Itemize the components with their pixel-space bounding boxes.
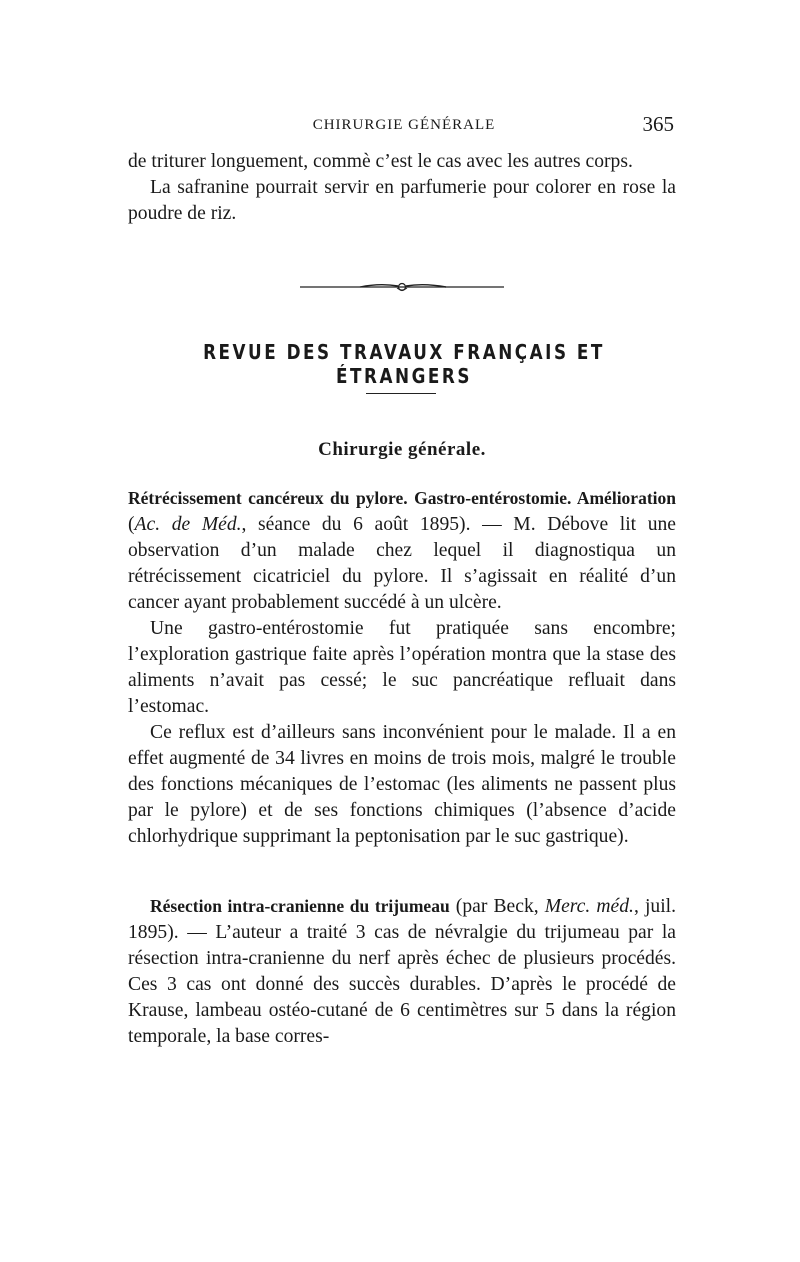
section-rule — [366, 393, 436, 394]
section-title: REVUE DES TRAVAUX FRANÇAIS ET ÉTRANGERS — [203, 340, 605, 388]
safranine-paragraph: La safranine pourrait servir en parfumerie pour colorer en rose la poudre de riz. — [128, 177, 676, 224]
carryover-paragraph: de triturer longuement, commè c’est le cas avec les autres corps. — [128, 151, 633, 172]
article-pylore-intro — [128, 485, 676, 616]
page-number: 365 — [642, 112, 674, 136]
article-pylore-paragraph-3: Ce reflux est d’ailleurs sans inconvénient pour le malade. Il a en effet augmenté de 34 livres en moins de trois mois, malgré le trouble des fonctions mécaniques de l’estomac (les aliments ne passent plus par le pylore) et de ses fonctions chimiques (l’absence d’acide chlorhydrique supprimant la peptonisation par le suc gastrique). — [128, 722, 676, 847]
article-pylore-source: Ac. de Méd. — [134, 514, 242, 535]
article-trijumeau — [128, 893, 676, 1050]
article-pylore — [128, 485, 676, 850]
article-trijumeau-source: Merc. méd. — [544, 896, 634, 917]
article-pylore-ref-rest: , séance du 6 août 1895). — M. Débove lit une observation d’un malade chez lequel il diagnostiqua un rétrécissement cicatriciel du pylore. Il s’agissait en réalité d’un cancer ayant probablement succédé à un ulcère. — [128, 514, 677, 613]
ornament-divider — [300, 280, 504, 294]
running-title: CHIRURGIE GÉNÉRALE — [312, 117, 496, 133]
article-trijumeau-heading: Résection intra-cranienne du trijumeau — [150, 896, 450, 916]
running-head — [128, 114, 680, 138]
article-pylore-heading: Rétrécissement cancéreux du pylore. Gastro-entérostomie. Amélioration — [128, 488, 676, 508]
subsection-title: Chirurgie générale. — [318, 439, 486, 460]
article-pylore-paragraph-2: Une gastro-entérostomie fut pratiquée sans encombre; l’exploration gastrique faite après l’opération montra que la stase des aliments n’avait pas cessé; le suc pancréatique refluait dans l’estomac. — [128, 618, 676, 717]
article-pylore-ref-open: ( — [128, 514, 135, 535]
article-trijumeau-ref-open: (par Beck, — [449, 896, 545, 917]
article-trijumeau-ref-rest: , juil. 1895). — L’auteur a traité 3 cas de névralgie du trijumeau par la résection intra-cranienne du nerf après échec de plusieurs procédés. Ces 3 cas ont donné des succès durables. D’après le procédé de Krause, lambeau ostéo-cutané de 6 centimètres sur 5 dans la région temporale, la base corres- — [128, 896, 677, 1047]
article-trijumeau-intro — [128, 893, 676, 1050]
carryover-text — [128, 149, 676, 227]
